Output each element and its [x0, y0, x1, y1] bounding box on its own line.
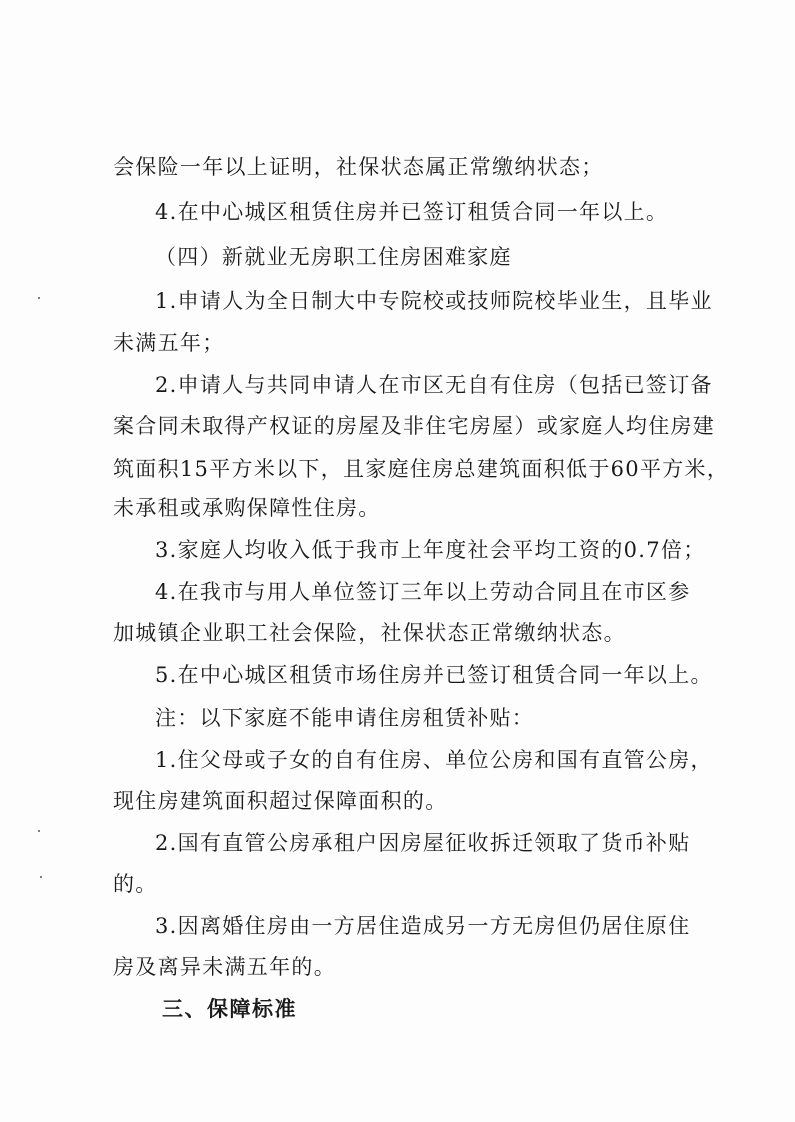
text-line: （四）新就业无房职工住房困难家庭: [155, 245, 512, 269]
scan-speck: [40, 876, 42, 878]
text-line: 5.在中心城区租赁市场住房并已签订租赁合同一年以上。: [155, 663, 713, 687]
text-line: 未承租或承购保障性住房。: [113, 496, 381, 520]
text-line: 筑面积15平方米以下，且家庭住房总建筑面积低于60平方米，: [113, 457, 730, 481]
text-line: 的。: [113, 872, 158, 896]
text-line: 3.家庭人均收入低于我市上年度社会平均工资的0.7倍；: [155, 538, 706, 562]
section-heading: 三、保障标准: [162, 997, 297, 1021]
text-line: 2.申请人与共同申请人在市区无自有住房（包括已签订备: [155, 373, 713, 397]
text-line: 4.在中心城区租赁住房并已签订租赁合同一年以上。: [155, 200, 669, 224]
scan-speck: [38, 297, 40, 299]
text-line: 注：以下家庭不能申请住房租赁补贴：: [155, 706, 535, 730]
text-line: 案合同未取得产权证的房屋及非住宅房屋）或家庭人均住房建: [113, 414, 716, 438]
text-line: 加城镇企业职工社会保险，社保状态正常缴纳状态。: [113, 621, 626, 645]
text-line: 1.申请人为全日制大中专院校或技师院校毕业生，且毕业: [155, 289, 713, 313]
text-line: 未满五年；: [113, 331, 225, 355]
text-line: 1.住父母或子女的自有住房、单位公房和国有直管公房，: [155, 748, 713, 772]
text-line: 3.因离婚住房由一方居住造成另一方无房但仍居住原住: [155, 914, 691, 938]
text-line: 2.国有直管公房承租户因房屋征收拆迁领取了货币补贴: [155, 831, 691, 855]
text-line: 房及离异未满五年的。: [113, 955, 336, 979]
text-line: 4.在我市与用人单位签订三年以上劳动合同且在市区参: [155, 580, 691, 604]
text-line: 会保险一年以上证明，社保状态属正常缴纳状态；: [113, 155, 604, 179]
scan-speck: [38, 830, 40, 832]
text-line: 现住房建筑面积超过保障面积的。: [113, 789, 448, 813]
